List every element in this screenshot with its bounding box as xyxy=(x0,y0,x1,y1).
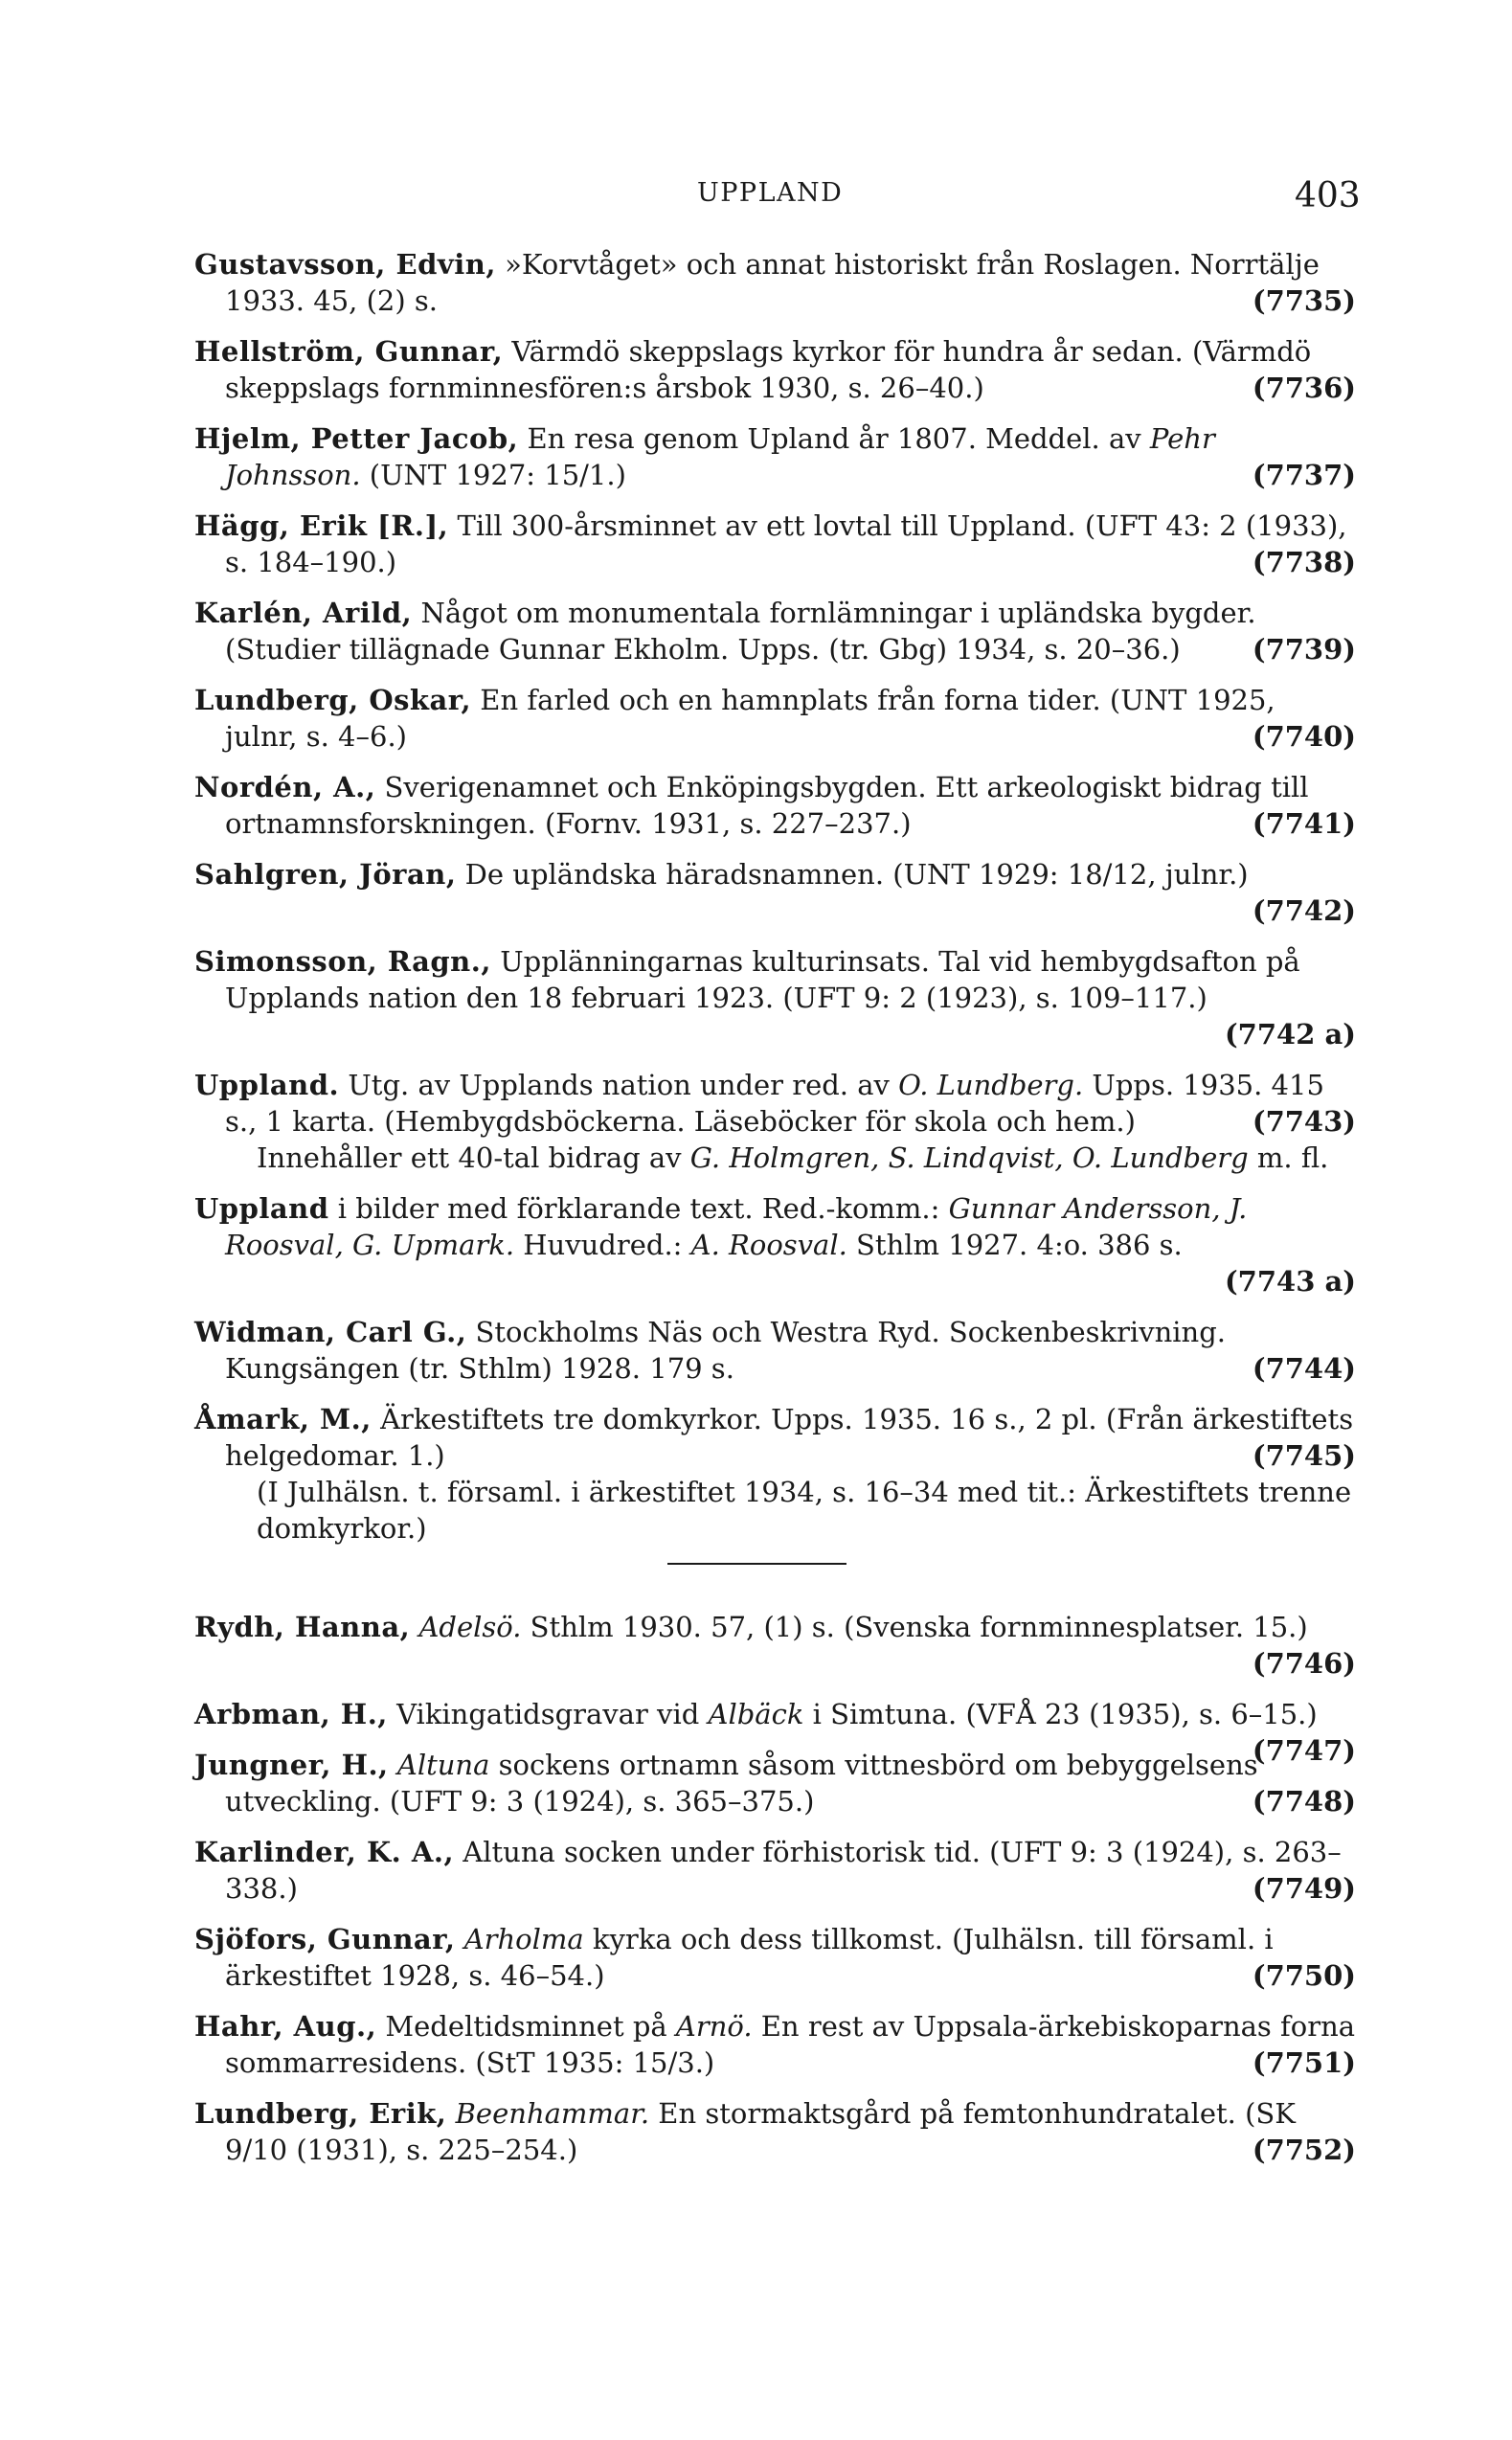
entry-number: (7742 a) xyxy=(1224,1018,1356,1051)
bibliography-entry xyxy=(194,1747,1356,1819)
entry-text: Altuna socken under förhistorisk tid. (UFT 9: 3 (1924), s. 263–338.) xyxy=(225,1836,1342,1905)
entry-editor-name: A. Roosval. xyxy=(690,1229,847,1261)
bibliography-entry xyxy=(194,2008,1356,2081)
entry-author: Uppland xyxy=(194,1192,329,1225)
entry-number: (7743) xyxy=(1252,1105,1356,1138)
bibliography-entry xyxy=(194,1067,1356,1176)
entry-number: (7747) xyxy=(1252,1734,1356,1767)
bibliography-entry xyxy=(194,333,1356,406)
entry-text: sockens ortnamn såsom vittnesbörd om bebyggelsens utveckling. (UFT 9: 3 (1924), s. 365–375.) xyxy=(225,1749,1258,1818)
entry-author: Simonsson, Ragn., xyxy=(194,945,491,978)
entry-place-name: Albäck xyxy=(708,1698,804,1730)
entry-place-name: Altuna xyxy=(396,1749,490,1781)
entry-text: (UNT 1927: 15/1.) xyxy=(360,459,626,491)
entry-number: (7735) xyxy=(1252,284,1356,317)
bibliography-entry xyxy=(194,246,1356,319)
running-head xyxy=(0,178,1512,216)
entry-author: Hahr, Aug., xyxy=(194,2010,377,2043)
bibliography-entry xyxy=(194,1609,1356,1682)
running-head-title: UPPLAND xyxy=(697,178,844,208)
entry-author: Åmark, M., xyxy=(194,1403,372,1435)
entry-text: En farled och en hamnplats från forna tider. (UNT 1925, julnr, s. 4–6.) xyxy=(225,684,1275,753)
entry-text: En rest av Uppsala-ärkebiskoparnas forna sommarresidens. (StT 1935: 15/3.) xyxy=(225,2010,1356,2079)
entry-author: Nordén, A., xyxy=(194,771,376,803)
entry-text: Värmdö skeppslags kyrkor för hundra år sedan. (Värmdö skeppslags fornminnesfören:s årsbok 1930, s. 26–40.) xyxy=(225,335,1312,404)
page-number: 403 xyxy=(1295,176,1361,215)
entry-author: Karlén, Arild, xyxy=(194,597,413,629)
entry-number: (7750) xyxy=(1252,1959,1356,1992)
bibliography-entry xyxy=(194,508,1356,580)
entry-text: Ärkestiftets tre domkyrkor. Upps. 1935. 16 s., 2 pl. (Från ärkestiftets helgedomar. 1.) xyxy=(225,1403,1354,1472)
bibliography-entry xyxy=(194,1401,1356,1547)
entry-note xyxy=(194,1140,1356,1176)
entry-editor-name: O. Lundberg. xyxy=(898,1069,1084,1101)
entry-text: i Simtuna. (VFÅ 23 (1935), s. 6–15.) xyxy=(803,1698,1318,1730)
entry-note: (I Julhälsn. t. församl. i ärkestiftet 1934, s. 16–34 med tit.: Ärkestiftets trenne domkyrkor.) xyxy=(257,1476,1352,1545)
bibliography-entry xyxy=(194,1190,1356,1299)
entry-text: Upplänningarnas kulturinsats. Tal vid hembygdsafton på Upplands nation den 18 februari 1923. (UFT 9: 2 (1923), s. 109–117.) xyxy=(225,945,1300,1014)
bibliography-entry xyxy=(194,420,1356,493)
entry-number: (7740) xyxy=(1252,720,1356,753)
entry-text: Sthlm 1930. 57, (1) s. (Svenska fornminnesplatser. 15.) xyxy=(521,1611,1308,1643)
entry-text: Vikingatidsgravar vid xyxy=(396,1698,709,1730)
entry-text: Utg. av Upplands nation under red. av xyxy=(348,1069,899,1101)
entry-number: (7744) xyxy=(1252,1352,1356,1385)
entry-author: Karlinder, K. A., xyxy=(194,1836,455,1868)
entry-author: Hägg, Erik [R.], xyxy=(194,509,449,542)
bibliography-entry xyxy=(194,1834,1356,1907)
bibliography-entry xyxy=(194,856,1356,929)
entry-title: Adelsö. xyxy=(418,1611,522,1643)
entry-number: (7751) xyxy=(1252,2046,1356,2079)
entry-text: kyrka och dess tillkomst. (Julhälsn. till församl. i ärkestiftet 1928, s. 46–54.) xyxy=(225,1923,1274,1992)
entry-number: (7748) xyxy=(1252,1785,1356,1818)
bibliography-entry xyxy=(194,2095,1356,2168)
section-divider xyxy=(667,1563,846,1565)
bibliography-entry xyxy=(194,595,1356,667)
entry-number: (7752) xyxy=(1252,2134,1356,2166)
entry-number: (7736) xyxy=(1252,372,1356,404)
entry-text: Sverigenamnet och Enköpingsbygden. Ett arkeologiskt bidrag till ortnamnsforskningen. (Fornv. 1931, s. 227–237.) xyxy=(225,771,1309,840)
bibliography-entry xyxy=(194,769,1356,842)
entry-note-text: Innehåller ett 40-tal bidrag av xyxy=(257,1141,690,1174)
bibliography-section-uppland xyxy=(194,246,1356,1561)
entry-number: (7749) xyxy=(1252,1872,1356,1905)
entry-text: Något om monumentala fornlämningar i upländska bygder. (Studier tillägnade Gunnar Ekholm. Upps. (tr. Gbg) 1934, s. 20–36.) xyxy=(225,597,1256,666)
entry-place-name: Arnö. xyxy=(675,2010,753,2043)
entry-author: Sahlgren, Jöran, xyxy=(194,858,457,891)
bibliography-entry xyxy=(194,1314,1356,1387)
entry-editor-names: Gunnar Andersson, J. Roosval, G. Upmark. xyxy=(225,1192,1248,1261)
bibliography-section-parishes xyxy=(194,1609,1356,2182)
entry-number: (7737) xyxy=(1252,459,1356,491)
entry-author: Arbman, H., xyxy=(194,1698,388,1730)
entry-text: Huvudred.: xyxy=(514,1229,691,1261)
entry-author: Lundberg, Erik, xyxy=(194,2097,447,2130)
entry-number: (7742) xyxy=(1252,894,1356,927)
entry-place-name: Beenhammar. xyxy=(455,2097,650,2130)
bibliography-entry xyxy=(194,943,1356,1052)
entry-number: (7741) xyxy=(1252,807,1356,840)
entry-author: Rydh, Hanna, xyxy=(194,1611,411,1643)
entry-text: Medeltidsminnet på xyxy=(385,2010,676,2043)
entry-author: Hellström, Gunnar, xyxy=(194,335,504,368)
entry-text: Stockholms Näs och Westra Ryd. Sockenbeskrivning. Kungsängen (tr. Sthlm) 1928. 179 s. xyxy=(225,1316,1226,1385)
entry-text: En resa genom Upland år 1807. Meddel. av xyxy=(527,422,1150,455)
entry-text: En stormaktsgård på femtonhundratalet. (SK 9/10 (1931), s. 225–254.) xyxy=(225,2097,1296,2166)
entry-text: »Korvtåget» och annat historiskt från Roslagen. Norrtälje 1933. 45, (2) s. xyxy=(225,248,1320,317)
entry-author: Uppland. xyxy=(194,1069,340,1101)
entry-author: Sjöfors, Gunnar, xyxy=(194,1923,456,1955)
entry-number: (7739) xyxy=(1252,633,1356,666)
entry-number: (7738) xyxy=(1252,546,1356,578)
entry-text: Sthlm 1927. 4:o. 386 s. xyxy=(846,1229,1183,1261)
bibliography-entry xyxy=(194,1921,1356,1994)
entry-author: Widman, Carl G., xyxy=(194,1316,467,1348)
entry-note-text: m. fl. xyxy=(1248,1141,1329,1174)
entry-author: Lundberg, Oskar, xyxy=(194,684,472,716)
entry-author: Jungner, H., xyxy=(194,1749,389,1781)
entry-number: (7746) xyxy=(1252,1647,1356,1680)
entry-text: Upps. 1935. 415 s., 1 karta. (Hembygdsböckerna. Läseböcker för skola och hem.) xyxy=(225,1069,1324,1138)
entry-text: De upländska häradsnamnen. (UNT 1929: 18/12, julnr.) xyxy=(464,858,1249,891)
entry-editor-name: Pehr Johnsson. xyxy=(225,422,1215,491)
entry-author: Hjelm, Petter Jacob, xyxy=(194,422,519,455)
entry-author: Gustavsson, Edvin, xyxy=(194,248,496,281)
entry-note-names: G. Holmgren, S. Lindqvist, O. Lundberg xyxy=(689,1141,1249,1174)
entry-number: (7743 a) xyxy=(1224,1265,1356,1298)
entry-place-name: Arholma xyxy=(463,1923,584,1955)
entry-text: i bilder med förklarande text. Red.-komm.: xyxy=(337,1192,949,1225)
entry-number: (7745) xyxy=(1252,1439,1356,1472)
entry-text: Till 300-årsminnet av ett lovtal till Uppland. (UFT 43: 2 (1933), s. 184–190.) xyxy=(225,509,1347,578)
bibliography-entry xyxy=(194,682,1356,755)
